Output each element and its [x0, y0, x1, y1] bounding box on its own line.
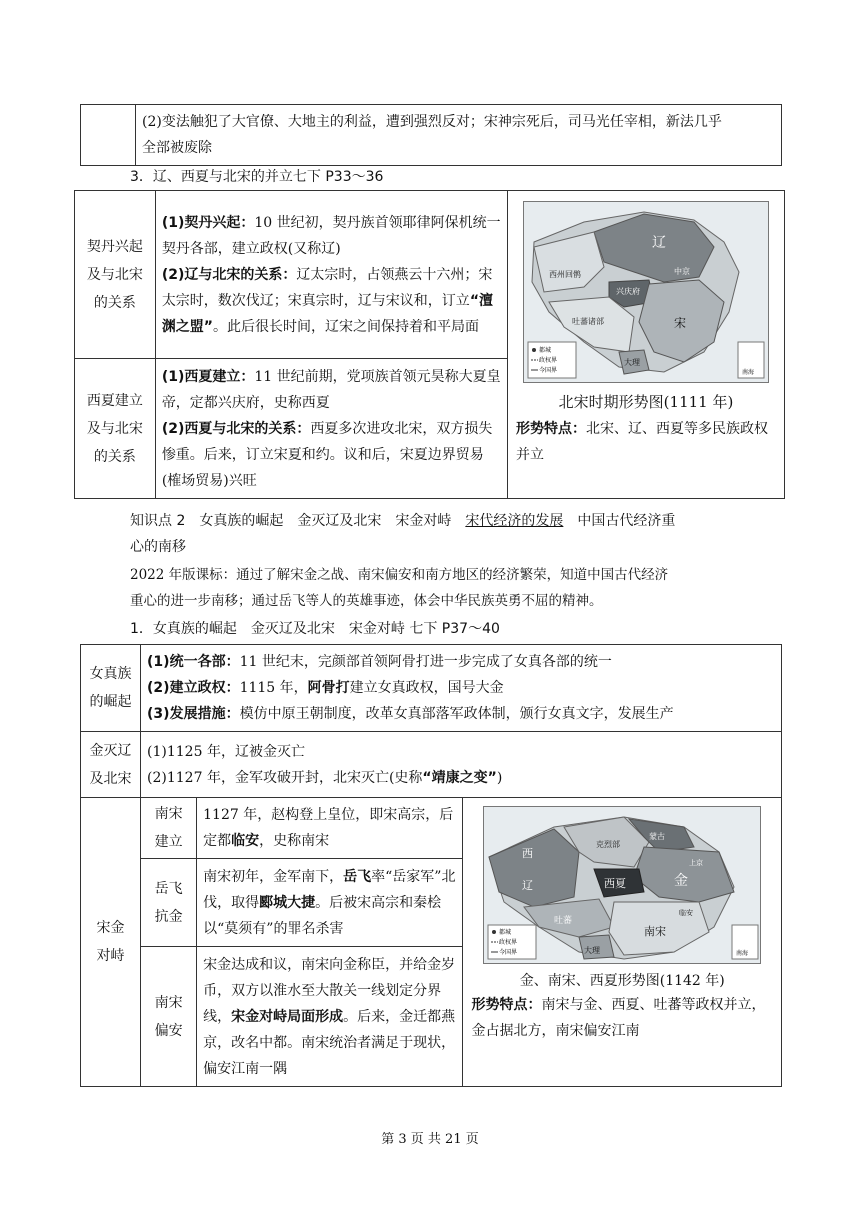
jurchen-l2-label: (2)建立政权：: [147, 680, 240, 696]
liao-p2-text-a: 辽太宗时，占领燕云十六州；宋太宗时，数次伐辽；宋真宗时，辽与宋议和，订立: [161, 266, 493, 309]
map1-label-tubo: 吐蕃诸部: [572, 317, 604, 326]
kp2-standard-1: 2022 年版课标：通过了解宋金之战、南宋偏安和南方地区的经济繁荣，知道中国古代经济: [130, 567, 669, 583]
map2-label-kelie: 克烈部: [596, 840, 621, 849]
map2-feature-label: 形势特点：: [471, 997, 542, 1013]
map1-feature-text: 北宋、辽、西夏等多民族政权并立: [516, 421, 769, 463]
aguda: 阿骨打: [307, 680, 350, 696]
kp2-title-a: 知识点 2 女真族的崛起 金灭辽及北宋 宋金对峙: [130, 513, 466, 529]
xixia-content: [155, 359, 507, 499]
map2-legend-1: 都城: [499, 929, 512, 936]
map2-feature: [471, 992, 773, 1044]
jurchen-l1-label: (1)统一各部：: [147, 654, 240, 670]
yuefei-name: 岳飞: [343, 868, 372, 885]
liao-head-l2: 及与北宋: [86, 266, 143, 283]
jurchen-l3-text: 模仿中原王朝制度，改革女真部落军政体制，颁行女真文字，发展生产: [239, 706, 674, 722]
chanyuan-treaty: “澶渊之盟”: [161, 292, 494, 335]
map2-legend-3: 今国界: [499, 949, 518, 956]
map1-feature-label: 形势特点：: [516, 421, 587, 437]
jurchen-l2-text-b: 建立女真政权，国号大金: [349, 680, 504, 696]
map1-svg: [524, 202, 768, 382]
map2-caption: 金、南宋、西夏形势图(1142 年): [519, 973, 725, 989]
map2-label-shangjing: 上京: [689, 859, 704, 867]
kp2-title: [130, 508, 675, 534]
yuefei-head: [141, 859, 197, 947]
kp2-title-c: 中国古代经济重: [563, 513, 676, 529]
map1-caption: 北宋时期形势图(1111 年): [558, 393, 734, 411]
map1-label-zhongjing: 中京: [674, 267, 690, 276]
yuefei-head-l2: 抗金: [154, 908, 183, 925]
xixia-p2-label: (2)西夏与北宋的关系：: [161, 420, 311, 437]
xixia-p1-label: (1)西夏建立：: [161, 368, 255, 385]
map2-cell: [463, 798, 782, 1087]
duizhi-head: [81, 798, 141, 1087]
xixia-head: [75, 359, 156, 499]
jurchen-content: [141, 645, 782, 732]
jin-fall-head-l1: 金灭辽: [89, 742, 132, 759]
pianan-head-l1: 南宋: [154, 994, 183, 1011]
map1-legend-2: 政权界: [539, 357, 558, 364]
liao-p2-label: (2)辽与北宋的关系：: [161, 266, 297, 283]
map2-label-nansong: 南宋: [644, 925, 667, 938]
top-row-content: [136, 105, 782, 166]
map2-label-tubo: 吐蕃: [554, 916, 573, 926]
kp2-standard-2: 重心的进一步南移；通过岳飞等人的英雄事迹，体会中华民族英勇不屈的精神。: [130, 593, 603, 609]
xixia-head-l1: 西夏建立: [86, 392, 143, 409]
xixia-p2-text: 西夏多次进攻北宋，双方损失惨重。后来，订立宋夏和约。议和后，宋夏边界贸易(榷场贸易)兴旺: [161, 420, 493, 489]
xixia-head-l3: 的关系: [93, 448, 136, 465]
nansong-text-b: ，史称南宋: [259, 833, 330, 849]
map2-label-liao: 辽: [522, 879, 534, 892]
liao-head-l1: 契丹兴起: [86, 238, 143, 255]
jurchen-head: [81, 645, 141, 732]
jurchen-l3-label: (3)发展措施：: [147, 706, 240, 722]
empty-head-cell: [81, 105, 136, 166]
top-row-line2: 全部被废除: [142, 140, 212, 156]
nansong-head-l2: 建立: [154, 834, 183, 850]
yancheng-victory: 郾城大捷: [259, 894, 316, 911]
duizhi-head-l1: 宋金: [96, 920, 125, 936]
yuefei-content: [197, 859, 463, 947]
yuefei-text-a: 南宋初年，金军南下，: [203, 868, 344, 885]
jin-fall-l2-b: ): [496, 769, 503, 786]
map1-label-song: 宋: [674, 316, 687, 330]
map2-label-xixia: 西夏: [604, 877, 627, 890]
nansong-content: [197, 798, 463, 859]
top-row-line1: (2)变法触犯了大官僚、大地主的利益，遭到强烈反对；宋神宗死后，司马光任宰相，新法几乎: [142, 114, 722, 130]
pianan-text-a: 宋金达成和议，南宋向金称臣，并给金岁币，双方以淮水至大散关一线划定分界线，: [203, 956, 456, 1025]
map2-svg: [484, 807, 760, 963]
pianan-head-l2: 偏安: [154, 1022, 183, 1039]
map2-label-linan: 临安: [679, 909, 694, 917]
map2-label-menggu: 蒙古: [649, 832, 666, 841]
map1-label-xingqing: 兴庆府: [616, 287, 640, 296]
liao-p1-label: (1)契丹兴起：: [161, 214, 255, 231]
jin-fall-l1: (1)1125 年，辽被金灭亡: [147, 743, 305, 760]
pianan-content: [197, 947, 463, 1087]
pianan-head: [141, 947, 197, 1087]
map1-image: [523, 201, 769, 383]
liao-head-l3: 的关系: [93, 294, 136, 311]
liao-content: [155, 191, 507, 359]
kp2-title-cont: 心的南移: [130, 539, 186, 555]
section3-title: 3．辽、西夏与北宋的并立七下 P33～36: [130, 169, 384, 185]
jin-fall-head-l2: 及北宋: [89, 770, 132, 787]
duizhi-head-l2: 对峙: [96, 948, 125, 964]
top-row-table: [80, 104, 782, 166]
yuefei-head-l1: 岳飞: [154, 880, 183, 897]
yuefei-text-b: 率“岳家军”北伐，取得: [203, 868, 456, 911]
pianan-text-b: 。后来，金迁都燕京，改名中都。南宋统治者满足于现状，偏安江南一隅: [203, 1008, 456, 1077]
liao-xixia-table: [74, 190, 785, 499]
map1-legend-1: 都城: [539, 347, 552, 354]
liao-p1-text: 10 世纪初，契丹族首领耶律阿保机统一契丹各部，建立政权(又称辽): [161, 214, 501, 257]
jurchen-l2-text-a: 1115 年，: [239, 680, 308, 696]
jurchen-head-l2: 的崛起: [89, 694, 132, 710]
map2-label-jin: 金: [674, 873, 689, 889]
song-jin-standoff: 宋金对峙局面形成: [231, 1008, 344, 1025]
section1-title: 1．女真族的崛起 金灭辽及北宋 宋金对峙 七下 P37～40: [130, 621, 500, 637]
jin-fall-head: [81, 732, 141, 798]
map2-label-dali: 大理: [584, 946, 601, 955]
nansong-head: [141, 798, 197, 859]
map1-label-xizhou: 西州回鹘: [549, 270, 581, 279]
xixia-head-l2: 及与北宋: [86, 420, 143, 437]
yuefei-text-c: 。后被宋高宗和秦桧以“莫须有”的罪名杀害: [203, 894, 442, 937]
map2-feature-text: 南宋与金、西夏、吐蕃等政权并立，金占据北方，南宋偏安江南: [471, 997, 766, 1039]
liao-p2-text-b: 。此后很长时间，辽宋之间保持着和平局面: [213, 318, 480, 335]
jingkang-incident: “靖康之变”: [422, 769, 497, 786]
kp2-title-b: 宋代经济的发展: [465, 513, 564, 529]
map1-label-dali: 大理: [624, 358, 640, 367]
map2-image: [483, 806, 761, 964]
map1-legend-3: 今国界: [539, 367, 558, 374]
jurchen-table: [80, 644, 782, 1087]
map2-legend-2: 政权界: [499, 939, 518, 946]
jin-fall-l2-a: (2)1127 年，金军攻破开封，北宋灭亡(史称: [147, 769, 423, 786]
map1-corner: 南海: [742, 369, 755, 376]
map1-cell: [508, 191, 785, 499]
map1-label-liao: 辽: [652, 235, 666, 251]
xixia-p1-text: 11 世纪前期，党项族首领元昊称大夏皇帝，定都兴庆府，史称西夏: [161, 368, 501, 411]
jurchen-l1-text: 11 世纪末，完颜部首领阿骨打进一步完成了女真各部的统一: [239, 654, 612, 670]
linan: 临安: [231, 833, 260, 849]
page-footer: 第 3 页 共 21 页: [381, 1132, 479, 1147]
map1-feature: [516, 416, 776, 468]
nansong-text-a: 1127 年，赵构登上皇位，即宋高宗，后定都: [203, 807, 454, 849]
jin-fall-content: [141, 732, 782, 798]
nansong-head-l1: 南宋: [154, 806, 183, 822]
map2-corner: 南海: [736, 950, 749, 957]
jurchen-head-l1: 女真族: [89, 666, 132, 682]
liao-head: [75, 191, 156, 359]
map2-label-xi: 西: [522, 847, 534, 860]
